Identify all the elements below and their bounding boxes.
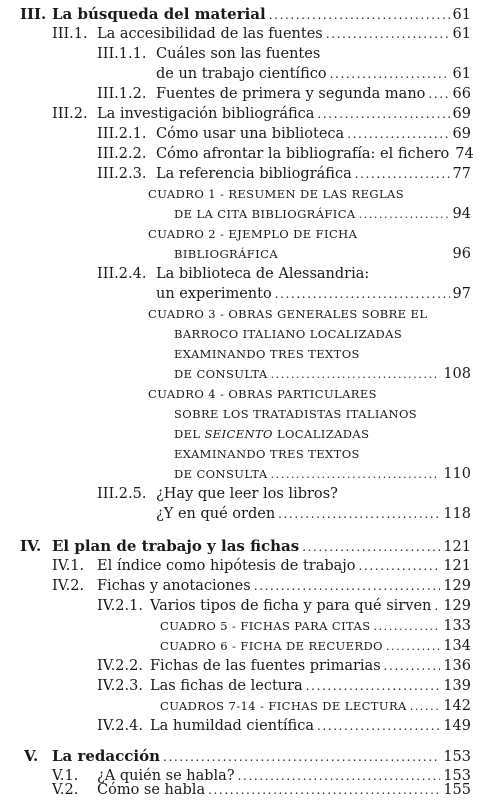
- figure-title-cont: BIBLIOGRÁFICA: [174, 247, 279, 261]
- chapter-title: El plan de trabajo y las fichas: [52, 537, 300, 555]
- figure-title-cont: DE LA CITA BIBLIOGRÁFICA: [174, 207, 356, 221]
- page-number: 110: [443, 466, 471, 482]
- figure-title-cont: DE CONSULTA: [174, 367, 268, 381]
- toc-entry-subsection[interactable]: [0, 716, 493, 736]
- section-title: Cómo afrontar la bibliografía: el fichero: [156, 146, 450, 162]
- figure-caption: - OBRAS GENERALES SOBRE EL: [215, 307, 428, 321]
- figure-title-cont: DE CONSULTA: [174, 467, 268, 481]
- page-number: 139: [443, 678, 471, 694]
- section-number: III.2.3.: [97, 166, 147, 182]
- leader-dots: [269, 5, 450, 25]
- figure-caption: - EJEMPLO DE FICHA: [215, 227, 358, 241]
- figure-number: CUADRO 4: [148, 387, 216, 401]
- figure-title: [160, 696, 407, 716]
- toc-entry-section[interactable]: [0, 556, 493, 576]
- leader-dots: [275, 284, 450, 304]
- figure-number: CUADRO 5: [160, 619, 228, 633]
- toc-entry-subsection[interactable]: [0, 264, 493, 284]
- toc-entry-figure-cont: [0, 464, 493, 484]
- figure-title-cont: BARROCO ITALIANO LOCALIZADAS: [174, 327, 403, 341]
- leader-dots: [163, 747, 440, 767]
- section-number: V.1.: [52, 768, 79, 784]
- leader-dots: [359, 556, 441, 576]
- section-number: IV.2.: [52, 578, 85, 594]
- figure-caption: - FICHA DE RECUERDO: [227, 639, 383, 653]
- figure-caption: - OBRAS PARTICULARES: [215, 387, 377, 401]
- toc-entry-chapter-iii[interactable]: [0, 4, 493, 24]
- figure-number: CUADRO 6: [160, 639, 228, 653]
- section-title: Fuentes de primera y segunda mano: [156, 86, 426, 102]
- leader-dots: [347, 124, 449, 144]
- toc-entry-figure[interactable]: [0, 696, 493, 716]
- section-number: IV.2.2.: [97, 658, 143, 674]
- page-number: 129: [443, 578, 471, 594]
- leader-dots: [373, 617, 440, 637]
- toc-entry-section[interactable]: [0, 104, 493, 124]
- figure-number: CUADRO 2: [148, 227, 216, 241]
- section-number: IV.2.4.: [97, 718, 143, 734]
- leader-dots: [302, 537, 440, 557]
- toc-entry-subsection[interactable]: [0, 484, 493, 504]
- leader-dots: [428, 84, 449, 104]
- page-number: 61: [452, 7, 471, 23]
- page-number: 153: [443, 749, 471, 765]
- leader-dots: [359, 205, 450, 225]
- leader-dots: [410, 697, 441, 717]
- section-number: III.1.2.: [97, 86, 147, 102]
- toc-entry-figure-cont: [0, 444, 493, 464]
- page-number: 77: [452, 166, 471, 182]
- page-number: 66: [452, 86, 471, 102]
- toc-entry-subsection-cont: [0, 504, 493, 524]
- figure-title-part: LOCALIZADAS: [272, 427, 370, 441]
- section-title: Cuáles son las fuentes: [156, 46, 321, 62]
- page-number: 97: [452, 286, 471, 302]
- toc-entry-chapter-v[interactable]: [0, 746, 493, 766]
- page-number: 61: [452, 26, 471, 42]
- page-number: 96: [452, 246, 471, 262]
- page-number: 108: [443, 366, 471, 382]
- toc-entry-subsection-cont: [0, 64, 493, 84]
- section-number: V.2.: [52, 782, 79, 798]
- toc-entry-figure[interactable]: [0, 224, 493, 244]
- figure-number: CUADRO 3: [148, 307, 216, 321]
- toc-entry-figure-cont: [0, 344, 493, 364]
- section-number: III.2.: [52, 106, 88, 122]
- section-title: El índice como hipótesis de trabajo: [97, 558, 356, 574]
- figure-title: [148, 304, 427, 324]
- toc-entry-figure[interactable]: [0, 384, 493, 404]
- leader-dots: [271, 365, 441, 385]
- figure-caption: - FICHAS PARA CITAS: [227, 619, 371, 633]
- section-title: La accesibilidad de las fuentes: [97, 26, 323, 42]
- leader-dots: [271, 465, 441, 485]
- toc-entry-figure-cont: [0, 424, 493, 444]
- chapter-number: III.: [20, 5, 47, 23]
- chapter-number: IV.: [20, 537, 42, 555]
- toc-entry-chapter-iv[interactable]: [0, 536, 493, 556]
- toc-entry-figure-cont: [0, 324, 493, 344]
- leader-dots: [317, 104, 449, 124]
- figure-title-cont: SOBRE LOS TRATADISTAS ITALIANOS: [174, 407, 418, 421]
- leader-dots: [306, 676, 441, 696]
- figure-caption: - RESUMEN DE LAS REGLAS: [215, 187, 405, 201]
- leader-dots: [208, 780, 440, 800]
- section-number: IV.2.3.: [97, 678, 143, 694]
- figure-title: [148, 184, 404, 204]
- section-title: La humildad científica: [150, 718, 314, 734]
- toc-entry-subsection[interactable]: [0, 44, 493, 64]
- section-title: Las fichas de lectura: [150, 678, 303, 694]
- toc-entry-figure[interactable]: [0, 304, 493, 324]
- toc-entry-figure-cont: [0, 364, 493, 384]
- section-title: ¿A quién se habla?: [97, 768, 235, 784]
- leader-dots: [355, 164, 450, 184]
- figure-caption: - FICHAS DE LECTURA: [255, 699, 407, 713]
- section-number: III.2.5.: [97, 486, 147, 502]
- toc-entry-subsection[interactable]: [0, 124, 493, 144]
- toc-entry-subsection[interactable]: [0, 144, 493, 164]
- page-number: 149: [443, 718, 471, 734]
- section-number: IV.1.: [52, 558, 85, 574]
- page-number: 69: [452, 106, 471, 122]
- leader-dots: [254, 576, 441, 596]
- page-number: 136: [443, 658, 471, 674]
- figure-title: [160, 636, 383, 656]
- page-number: 121: [443, 558, 471, 574]
- figure-number: CUADROS 7-14: [160, 699, 256, 713]
- leader-dots: [278, 504, 440, 524]
- page-number: 121: [443, 539, 471, 555]
- page-number: 94: [452, 206, 471, 222]
- page-number: 133: [443, 618, 471, 634]
- section-title: La investigación bibliográfica: [97, 106, 315, 122]
- page-number: 61: [452, 66, 471, 82]
- chapter-title: La búsqueda del material: [52, 5, 266, 23]
- toc-entry-subsection[interactable]: [0, 84, 493, 104]
- section-title: Cómo usar una biblioteca: [156, 126, 345, 142]
- toc-entry-figure[interactable]: [0, 636, 493, 656]
- page-number: 155: [443, 782, 471, 798]
- chapter-title: La redacción: [52, 747, 161, 765]
- leader-dots: [330, 64, 450, 84]
- chapter-number: V.: [24, 747, 39, 765]
- page-number: 134: [443, 638, 471, 654]
- figure-title: [148, 384, 377, 404]
- figure-title: [148, 224, 357, 244]
- page-number: 129: [443, 598, 471, 614]
- figure-number: CUADRO 1: [148, 187, 216, 201]
- toc-entry-figure-cont: [0, 244, 493, 264]
- toc-entry-subsection[interactable]: [0, 596, 493, 616]
- leader-dots: [386, 637, 440, 657]
- section-number: III.2.1.: [97, 126, 147, 142]
- figure-title-italic: SEICENTO: [204, 427, 273, 441]
- section-title: Cómo se habla: [97, 782, 206, 798]
- page-number: 74: [455, 146, 474, 162]
- page-number: 118: [443, 506, 471, 522]
- leader-dots: [434, 596, 440, 616]
- section-title: Fichas de las fuentes primarias: [150, 658, 381, 674]
- leader-dots: [317, 716, 440, 736]
- toc-entry-section[interactable]: [0, 24, 493, 44]
- toc-entry-subsection[interactable]: [0, 676, 493, 696]
- toc-entry-figure-cont: [0, 404, 493, 424]
- page-number: 153: [443, 768, 471, 784]
- section-title: La biblioteca de Alessandria:: [156, 266, 370, 282]
- figure-title-part: DEL: [174, 427, 205, 441]
- toc-entry-figure-cont: [0, 204, 493, 224]
- section-title-cont: ¿Y en qué orden: [156, 506, 276, 522]
- page-number: 69: [452, 126, 471, 142]
- leader-dots: [384, 656, 441, 676]
- section-number: III.1.: [52, 26, 88, 42]
- section-title: La referencia bibliográfica: [156, 166, 352, 182]
- toc-entry-figure[interactable]: [0, 616, 493, 636]
- section-number: III.2.2.: [97, 146, 147, 162]
- section-title-cont: un experimento: [156, 286, 272, 302]
- toc-entry-section[interactable]: [0, 576, 493, 596]
- toc-entry-section[interactable]: [0, 780, 493, 800]
- section-title: ¿Hay que leer los libros?: [156, 486, 338, 502]
- figure-title: [160, 616, 370, 636]
- section-number: III.1.1.: [97, 46, 147, 62]
- toc-entry-subsection[interactable]: [0, 164, 493, 184]
- section-title-cont: de un trabajo científico: [156, 66, 327, 82]
- section-number: IV.2.1.: [97, 598, 143, 614]
- figure-title-cont: EXAMINANDO TRES TEXTOS: [174, 447, 360, 461]
- toc-entry-subsection-cont: [0, 284, 493, 304]
- page-number: 142: [443, 698, 471, 714]
- toc-entry-subsection[interactable]: [0, 656, 493, 676]
- section-title: Varios tipos de ficha y para qué sirven: [150, 598, 432, 614]
- section-number: III.2.4.: [97, 266, 147, 282]
- leader-dots: [326, 24, 450, 44]
- toc-entry-figure[interactable]: [0, 184, 493, 204]
- section-title: Fichas y anotaciones: [97, 578, 251, 594]
- figure-title-cont: EXAMINANDO TRES TEXTOS: [174, 347, 360, 361]
- figure-title-cont: [174, 424, 369, 444]
